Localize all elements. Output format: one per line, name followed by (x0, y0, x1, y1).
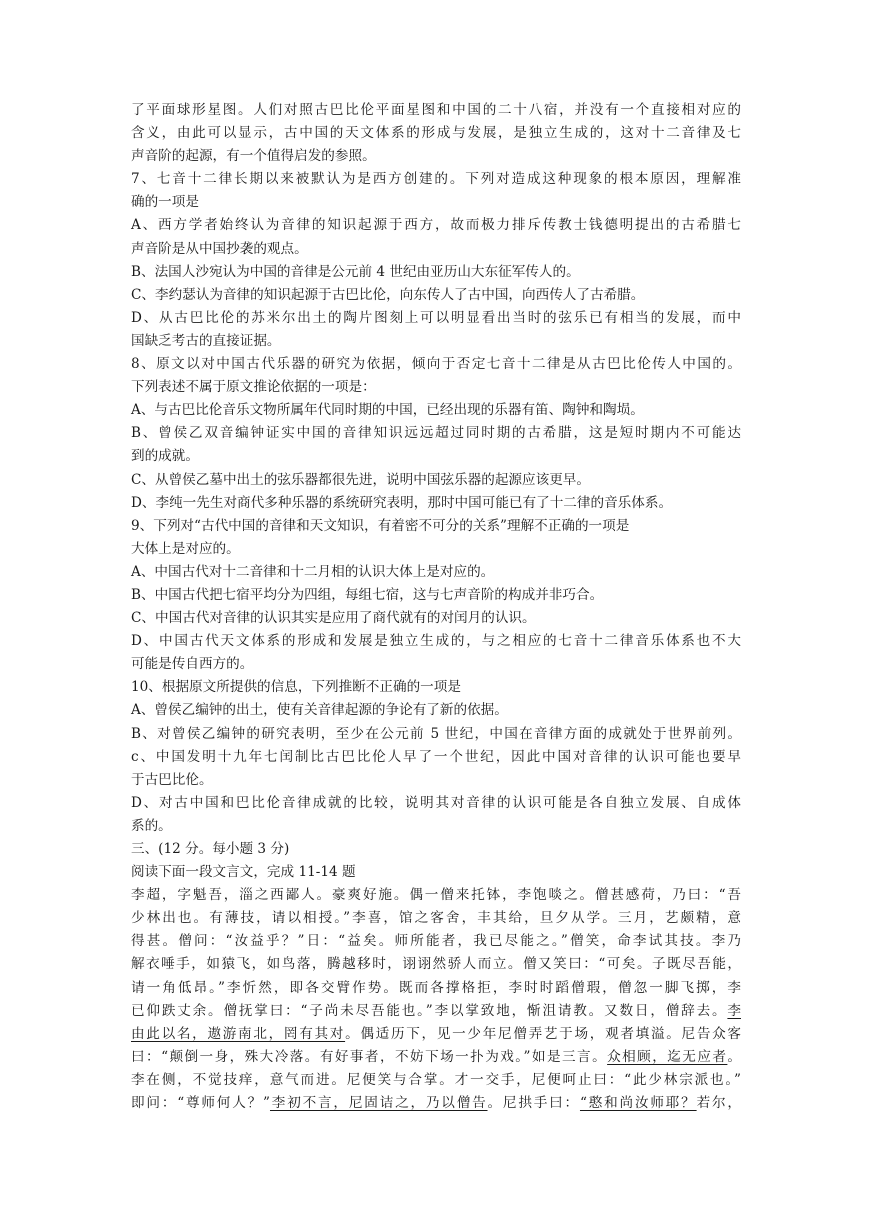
text-segment: 若尔， (696, 1095, 742, 1112)
text-line: B、中国古代把七宿平均分为四组，每组七宿，这与七声音阶的构成并非巧合。 (131, 586, 604, 603)
text-segment: 李在侧，不觉技痒，意气而进。尼便笑与合掌。才一交手，尼便呵止曰：“此少林宗派也。” (131, 1071, 741, 1088)
text-segment: 曰：“颠倒一身，殊大冷落。有好事者，不妨下场一扑为戏。”如是三言。 (131, 1048, 608, 1065)
document-page (131, 99, 741, 1115)
text-line: 9、下列对“古代中国的音律和天文知识，有着密不可分的关系”理解不正确的一项是 (131, 517, 630, 534)
text-line: 请一角低昂。”李忻然，即各交臂作势。既而各撑格拒，李时时蹈僧瑕，僧忽一脚飞掷，李 (131, 979, 741, 996)
text-line: 系的。 (131, 817, 172, 834)
text-line: B、法国人沙宛认为中国的音律是公元前 4 世纪由亚历山大东征军传人的。 (131, 263, 580, 280)
text-line: B、对曾侯乙编钟的研究表明，至少在公元前 5 世纪，中国在音律方面的成就处于世界前列。 (131, 725, 741, 742)
text-line: 声音阶的起源，有一个值得启发的参照。 (131, 148, 376, 165)
text-line: 解衣唾手，如猿飞，如鸟落，腾越移时，诩诩然骄人而立。僧又笑曰：“可矣。子既尽吾能， (131, 956, 741, 973)
text-line: 国缺乏考古的直接证据。 (131, 332, 281, 349)
text-line: 大体上是对应的。 (131, 540, 240, 557)
text-line: 了平面球形星图。人们对照古巴比伦平面星图和中国的二十八宿，并没有一个直接相对应的 (131, 102, 741, 118)
text-line: D、中国古代天文体系的形成和发展是独立生成的，与之相应的七音十二律音乐体系也不大 (131, 633, 741, 650)
text-line: 李超，字魁吾，淄之西鄙人。豪爽好施。偶一僧来托钵，李饱啖之。僧甚感荷，乃曰：“吾 (131, 887, 741, 904)
underlined-phrase: “憨和尚汝师耶？ (579, 1095, 697, 1112)
text-line: 8、原文以对中国古代乐器的研究为依据，倾向于否定七音十二律是从古巴比伦传人中国的。 (131, 356, 741, 373)
text-line: 含义，由此可以显示，古中国的天文体系的形成与发展，是独立生成的，这对十二音律及七 (131, 125, 741, 142)
text-line: C、中国古代对音律的认识其实是应用了商代就有的对闰月的认识。 (131, 610, 536, 627)
text-line (131, 1069, 741, 1092)
text-line: A、西方学者始终认为音律的知识起源于西方，故而极力排斥传教士钱德明提出的古希腊七 (131, 217, 741, 234)
text-line: 确的一项是 (131, 194, 199, 211)
text-line: 到的成就。 (131, 448, 199, 465)
text-line (131, 1092, 741, 1115)
text-line: 可能是传自西方的。 (131, 656, 254, 673)
text-line: 7、七音十二律长期以来被默认为是西方创建的。下列对造成这种现象的根本原因，理解准 (131, 171, 741, 188)
text-segment: 。偶适历下，见一少年尼僧弄艺于场，观者填溢。尼告众客 (345, 1025, 741, 1042)
text-line: C、从曾侯乙墓中出土的弦乐器都很先进，说明中国弦乐器的起源应该更早。 (131, 471, 590, 488)
underlined-phrase: 李初不言，尼固诘之，乃以僧告 (269, 1095, 488, 1112)
text-line: 于古巴比伦。 (131, 771, 213, 788)
text-line: 10、根据原文所提供的信息，下列推断不正确的一项是 (131, 679, 461, 696)
text-line: 少林出也。有薄技，请以相授。”李喜，馆之客舍，丰其给，旦夕从学。三月，艺颇精，意 (131, 910, 741, 927)
text-line: A、中国古代对十二音律和十二月相的认识大体上是对应的。 (131, 563, 495, 580)
text-line: 得甚。僧问：“汝益乎？”日：“益矣。师所能者，我已尽能之。”僧笑，命李试其技。李乃 (131, 933, 741, 950)
text-segment: 已仰跌丈余。僧抚掌曰：“子尚未尽吾能也。”李以掌致地，惭沮请教。又数日，僧辞去。 (131, 1002, 728, 1019)
text-line: 阅读下面一段文言文，完成 11-14 题 (131, 864, 356, 881)
text-line (131, 1000, 741, 1023)
text-line: D、从古巴比伦的苏米尔出土的陶片图刻上可以明显看出当时的弦乐已有相当的发展，而中 (131, 309, 741, 326)
text-line: D、李纯一先生对商代多种乐器的系统研究表明，那时中国可能已有了十二律的音乐体系。 (131, 494, 673, 511)
text-line: 声音阶是从中国抄袭的观点。 (131, 240, 308, 257)
text-line: 下列表述不属于原文推论依据的一项是： (131, 379, 376, 396)
text-line: D、对古中国和巴比伦音律成就的比较，说明其对音律的认识可能是各自独立发展、自成体 (131, 794, 741, 811)
text-line: 三、(12 分。每小题 3 分) (131, 841, 290, 857)
text-block (131, 99, 741, 1000)
classical-passage-underlined-lines (131, 1000, 741, 1115)
text-line (131, 1023, 741, 1046)
underlined-phrase: 众相顾，迄无应者 (607, 1048, 728, 1065)
text-line: A、曾侯乙编钟的出土，使有关音律起源的争论有了新的依据。 (131, 702, 508, 719)
text-segment: 。 (727, 1048, 741, 1065)
text-line: A、与古巴比伦音乐文物所属年代同时期的中国，已经出现的乐器有笛、陶钟和陶埙。 (131, 402, 644, 419)
underlined-phrase: 李 (727, 1002, 741, 1019)
text-line: c、中国发明十九年七闰制比古巴比伦人早了一个世纪，因此中国对音律的认识可能也要早 (131, 748, 741, 765)
text-line (131, 1046, 741, 1069)
underlined-phrase: 由此以名，遨游南北，罔有其对 (131, 1025, 346, 1042)
text-line: C、李约瑟认为音律的知识起源于古巴比伦，向东传人了古中国，向西传人了古希腊。 (131, 286, 645, 303)
text-segment: 即问：“尊师何人？” (131, 1095, 270, 1112)
text-line: B、曾侯乙双音编钟证实中国的音律知识远远超过同时期的古希腊，这是短时期内不可能达 (131, 425, 741, 442)
text-segment: 。尼拱手曰： (487, 1095, 580, 1112)
